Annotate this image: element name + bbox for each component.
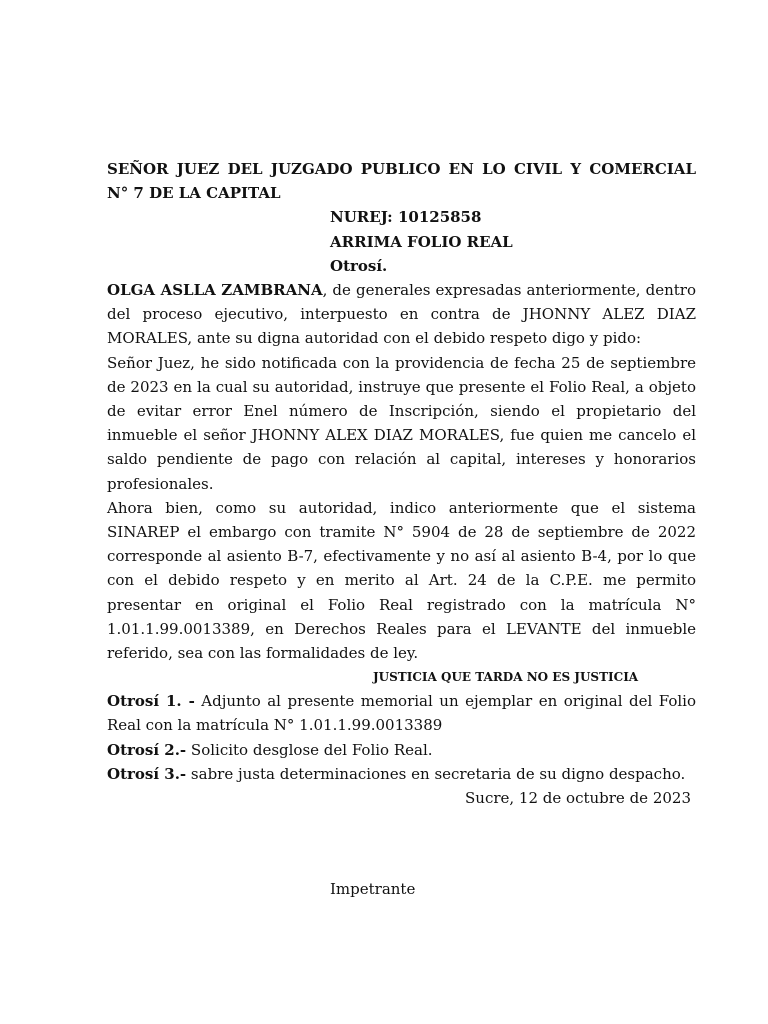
case-subject: ARRIMA FOLIO REAL — [330, 232, 513, 251]
body-paragraph-2: Ahora bien, como su autoridad, indico anteriormente que el sistema SINAREP el embargo con tramite N° 5904 de 28 de septiembre de 2022 corresponde al asiento B-7, efectivamente y no así al asiento B-4, por lo que con el debido respeto y en merito al Art. 24 de la C.P.E. me permito presentar en original el Folio Real registrado con la matrícula N° 1.01.1.99.0013389, en Derechos Reales para el LEVANTE del inmueble referido, sea con las formalidades de ley. — [107, 498, 696, 663]
otrosi-label-2: Otrosí 2.- — [107, 740, 187, 759]
intro-text: , de generales expresadas anteriormente, dentro del proceso ejecutivo, interpuesto en contra de JHONNY ALEZ DIAZ MORALES, ante su digna autoridad con el debido respeto digo y pido: — [107, 281, 696, 348]
otrosi-item-3 — [107, 762, 696, 786]
otrosi-item-1 — [107, 689, 696, 737]
signature-label: Impetrante — [330, 880, 416, 898]
case-number: NUREJ: 10125858 — [330, 208, 482, 227]
otrosi-label-3: Otrosí 3.- — [107, 764, 187, 783]
otrosi-marker: Otrosí. — [330, 256, 388, 275]
court-heading-line-2: N° 7 DE LA CAPITAL — [107, 184, 281, 203]
body-paragraph-1: Señor Juez, he sido notificada con la providencia de fecha 25 de septiembre de 2023 en la cual su autoridad, instruye que presente el Folio Real, a objeto de evitar error Enel número de Inscripción, siendo el propietario del inmueble el señor JHONNY ALEX DIAZ MORALES, fue quien me cancelo el saldo pendiente de pago con relación al capital, intereses y honorarios profesionales. — [107, 353, 696, 493]
otrosi-text-3: sabre justa determinaciones en secretaria de su digno despacho. — [186, 764, 686, 783]
otrosi-text-1: Adjunto al presente memorial un ejemplar en original del Folio Real con la matrícula N° 1.01.1.99.0013389 — [107, 692, 697, 735]
document-body — [107, 157, 696, 810]
petitioner-name: OLGA ASLLA ZAMBRANA — [107, 281, 323, 300]
otrosi-item-2 — [107, 738, 696, 762]
otrosi-label-1: Otrosí 1. - — [107, 692, 195, 711]
court-heading-line-1: SEÑOR JUEZ DEL JUZGADO PUBLICO EN LO CIVIL Y COMERCIAL — [107, 160, 696, 178]
otrosi-text-2: Solicito desglose del Folio Real. — [186, 740, 433, 759]
court-heading — [107, 157, 696, 205]
intro-paragraph — [107, 278, 696, 351]
document-date: Sucre, 12 de octubre de 2023 — [465, 789, 691, 808]
closing-motto: JUSTICIA QUE TARDA NO ES JUSTICIA — [373, 670, 639, 685]
